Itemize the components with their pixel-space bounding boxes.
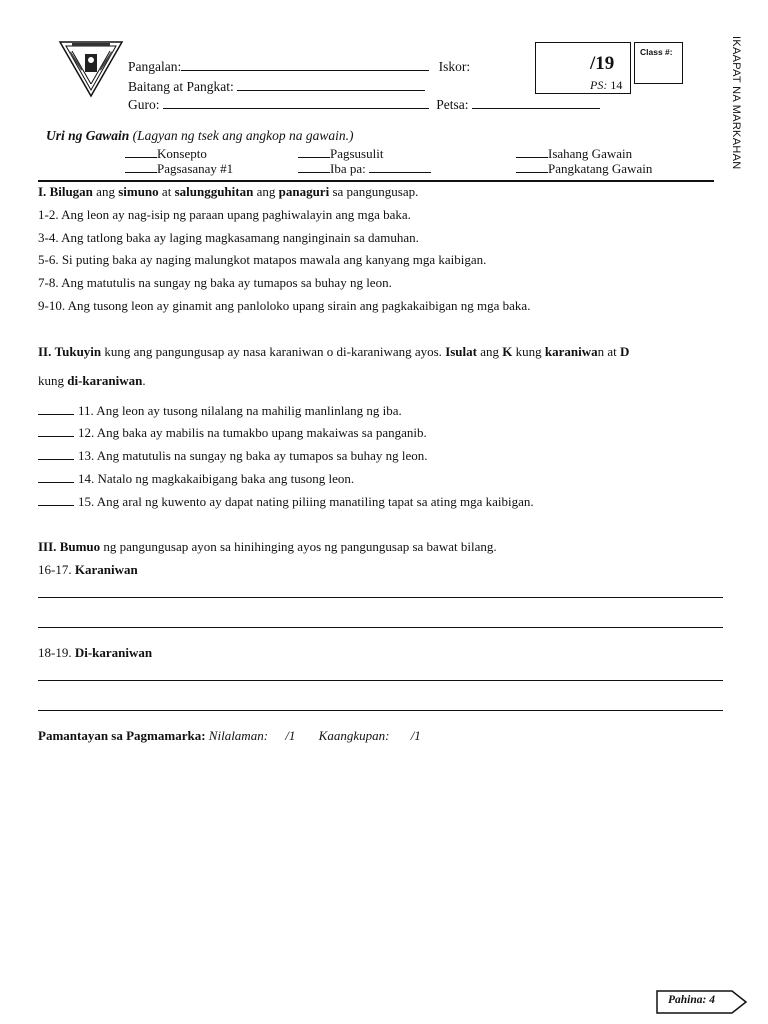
activity-type-instruction: (Lagyan ng tsek ang angkop na gawain.): [132, 128, 354, 143]
part2-item[interactable]: 13. Ang matutulis na sungay ng baka ay tumapos sa buhay ng leon.: [38, 448, 428, 464]
date-field[interactable]: [472, 97, 600, 109]
answer-line[interactable]: [38, 597, 723, 598]
ps-row: [590, 78, 622, 93]
score-total: /19: [590, 53, 615, 74]
part1-item: 1-2. Ang leon ay nag-isip ng paraan upang paghiwalayin ang mga baka.: [38, 207, 411, 222]
answer-line[interactable]: [38, 680, 723, 681]
name-field[interactable]: [181, 59, 429, 71]
name-row: [128, 59, 470, 75]
activity-option-2[interactable]: Pagsusulit: [298, 146, 383, 162]
activity-option-6[interactable]: Pangkatang Gawain: [516, 161, 652, 177]
part2-item[interactable]: 11. Ang leon ay tusong nilalang na mahilig manlinlang ng iba.: [38, 403, 402, 419]
name-label: Pangalan:: [128, 59, 182, 74]
class-number-box[interactable]: [634, 42, 683, 84]
page-number: Pahina: 4: [668, 994, 715, 1006]
activity-option-3[interactable]: Isahang Gawain: [516, 146, 632, 162]
class-label: Class #:: [640, 47, 673, 57]
teacher-row: [128, 97, 600, 113]
answer-line[interactable]: [38, 627, 723, 628]
part2-item[interactable]: 12. Ang baka ay mabilis na tumakbo upang makaiwas sa panganib.: [38, 425, 427, 441]
part3-b-label: 18-19. Di-karaniwan: [38, 645, 153, 660]
part2-item[interactable]: 14. Natalo ng magkakaibigang baka ang tusong leon.: [38, 471, 354, 487]
ps-value: 14: [610, 78, 623, 92]
ps-label: PS:: [590, 78, 608, 92]
activity-option-1[interactable]: Konsepto: [125, 146, 207, 162]
teacher-field[interactable]: [163, 97, 429, 109]
grading-rubric: Pamantayan sa Pagmamarka: Nilalaman: /1 Kaangkupan: /1: [38, 728, 421, 743]
part2-item[interactable]: 15. Ang aral ng kuwento ay dapat nating piliing manatiling tapat sa ating mga kaibigan.: [38, 494, 534, 510]
part1-item: 9-10. Ang tusong leon ay ginamit ang panloloko upang sirain ang pagkakaibigan ng mga baka.: [38, 298, 531, 313]
score-box: [535, 42, 631, 94]
quarter-side-text: IKAAPAT NA MARKAHAN: [730, 36, 742, 170]
activity-type-title: Uri ng Gawain: [46, 128, 130, 143]
teacher-label: Guro:: [128, 97, 160, 112]
activity-option-4[interactable]: Pagsasanay #1: [125, 161, 233, 177]
part2-instruction: II. Tukuyin kung ang pangungusap ay nasa karaniwan o di-karaniwang ayos. Isulat ang K kung karaniwan at D: [38, 344, 630, 359]
part1-item: 3-4. Ang tatlong baka ay laging magkasamang nanginginain sa damuhan.: [38, 230, 419, 245]
activity-option-5[interactable]: Iba pa:: [298, 161, 431, 177]
header-divider: [38, 180, 714, 182]
date-label: Petsa:: [436, 97, 469, 112]
part2-instruction-cont: kung di-karaniwan.: [38, 373, 146, 388]
grade-label: Baitang at Pangkat:: [128, 79, 234, 94]
part1-instruction: I. Bilugan ang simuno at salungguhitan ang panaguri sa pangungusap.: [38, 184, 419, 199]
part1-item: 5-6. Si puting baka ay naging malungkot matapos mawala ang kanyang mga kaibigan.: [38, 252, 487, 267]
answer-line[interactable]: [38, 710, 723, 711]
part3-instruction: III. Bumuo ng pangungusap ayon sa hinihinging ayos ng pangungusap sa bawat bilang.: [38, 539, 497, 554]
grade-field[interactable]: [237, 79, 425, 91]
activity-type-heading: [46, 128, 354, 144]
score-label: Iskor:: [438, 59, 471, 74]
school-logo: [58, 40, 124, 98]
part3-a-label: 16-17. Karaniwan: [38, 562, 138, 577]
part1-item: 7-8. Ang matutulis na sungay ng baka ay tumapos sa buhay ng leon.: [38, 275, 392, 290]
grade-row: [128, 79, 425, 95]
